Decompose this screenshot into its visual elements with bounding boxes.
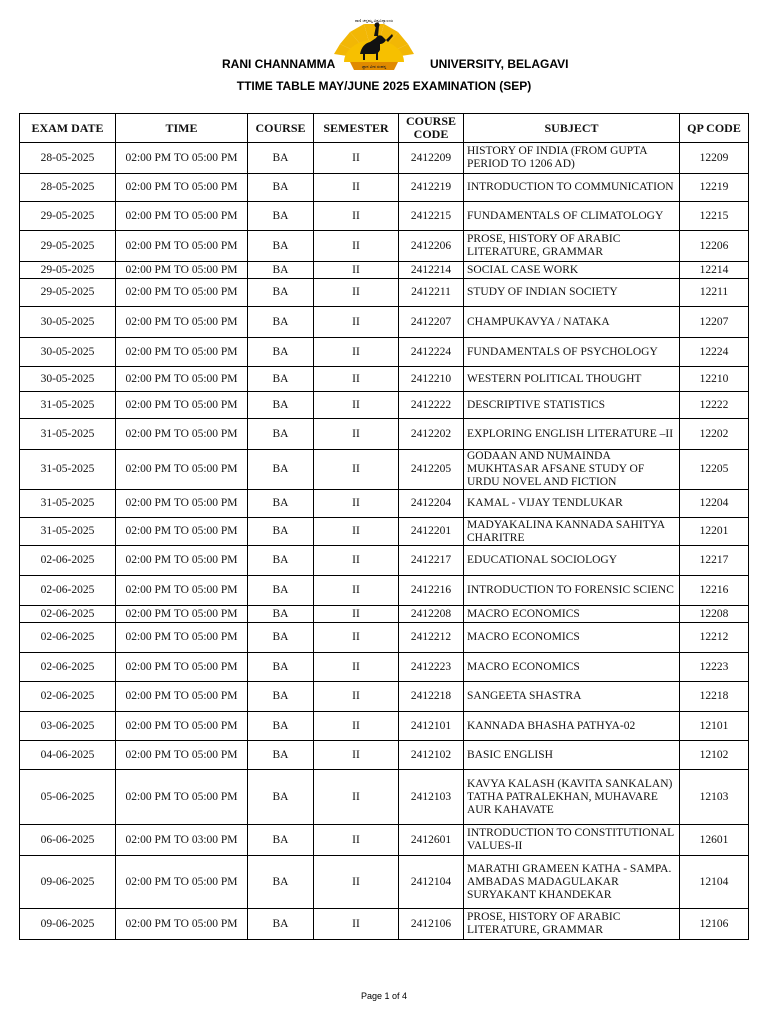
subject-cell: MARATHI GRAMEEN KATHA - SAMPA. AMBADAS MADAGULAKAR SURYAKANT KHANDEKAR (464, 856, 680, 909)
time-cell: 02:00 PM TO 05:00 PM (116, 682, 248, 712)
table-row (20, 307, 749, 338)
subject-cell: WESTERN POLITICAL THOUGHT (464, 367, 680, 392)
semester-cell: II (314, 518, 399, 546)
time-cell: 02:00 PM TO 05:00 PM (116, 576, 248, 606)
course-code-cell: 2412214 (399, 262, 464, 279)
qp-code-cell: 12205 (680, 450, 749, 490)
course-code-cell: 2412103 (399, 770, 464, 825)
course-cell: BA (248, 367, 314, 392)
subject-cell: GODAAN AND NUMAINDA MUKHTASAR AFSANE STUDY OF URDU NOVEL AND FICTION (464, 450, 680, 490)
qp-code-cell: 12218 (680, 682, 749, 712)
course-code-cell: 2412217 (399, 546, 464, 576)
time-cell: 02:00 PM TO 05:00 PM (116, 419, 248, 450)
logo-arc-text: ರಾಣಿ ಚನ್ನಮ್ಮ ವಿಶ್ವವಿದ್ಯಾಲಯ (354, 18, 394, 23)
time-cell: 02:00 PM TO 05:00 PM (116, 623, 248, 653)
exam-date-cell: 02-06-2025 (20, 606, 116, 623)
time-cell: 02:00 PM TO 05:00 PM (116, 392, 248, 419)
table-row (20, 231, 749, 262)
qp-code-cell: 12224 (680, 338, 749, 367)
semester-cell: II (314, 653, 399, 682)
table-row (20, 338, 749, 367)
table-row (20, 450, 749, 490)
qp-code-cell: 12217 (680, 546, 749, 576)
qp-code-cell: 12210 (680, 367, 749, 392)
subject-cell: SOCIAL CASE WORK (464, 262, 680, 279)
course-cell: BA (248, 623, 314, 653)
subject-cell: KAMAL - VIJAY TENDLUKAR (464, 490, 680, 518)
exam-date-cell: 31-05-2025 (20, 518, 116, 546)
semester-cell: II (314, 770, 399, 825)
time-cell: 02:00 PM TO 05:00 PM (116, 518, 248, 546)
subject-cell: MADYAKALINA KANNADA SAHITYA CHARITRE (464, 518, 680, 546)
time-cell: 02:00 PM TO 05:00 PM (116, 279, 248, 307)
course-cell: BA (248, 262, 314, 279)
exam-date-cell: 02-06-2025 (20, 546, 116, 576)
subject-cell: SANGEETA SHASTRA (464, 682, 680, 712)
qp-code-cell: 12103 (680, 770, 749, 825)
col-semester: SEMESTER (314, 114, 399, 143)
course-cell: BA (248, 712, 314, 741)
page-number: Page 1 of 4 (360, 991, 408, 1001)
qp-code-cell: 12208 (680, 606, 749, 623)
table-header-row (20, 114, 749, 143)
table-row (20, 392, 749, 419)
table-row (20, 143, 749, 174)
course-code-cell: 2412209 (399, 143, 464, 174)
subject-cell: INTRODUCTION TO FORENSIC SCIENC (464, 576, 680, 606)
exam-date-cell: 03-06-2025 (20, 712, 116, 741)
exam-date-cell: 28-05-2025 (20, 143, 116, 174)
course-cell: BA (248, 490, 314, 518)
exam-date-cell: 05-06-2025 (20, 770, 116, 825)
exam-date-cell: 02-06-2025 (20, 576, 116, 606)
time-cell: 02:00 PM TO 05:00 PM (116, 450, 248, 490)
semester-cell: II (314, 712, 399, 741)
university-name-right: UNIVERSITY, BELAGAVI (430, 57, 569, 71)
timetable (19, 113, 749, 940)
semester-cell: II (314, 623, 399, 653)
qp-code-cell: 12101 (680, 712, 749, 741)
course-cell: BA (248, 307, 314, 338)
qp-code-cell: 12201 (680, 518, 749, 546)
table-row (20, 682, 749, 712)
exam-date-cell: 02-06-2025 (20, 623, 116, 653)
logo-motto: ಜ್ಞಾನ ವೀರ ಸಂಪನ್ನ (361, 64, 387, 69)
semester-cell: II (314, 202, 399, 231)
course-cell: BA (248, 546, 314, 576)
subject-cell: KAVYA KALASH (KAVITA SANKALAN) TATHA PATRALEKHAN, MUHAVARE AUR KAHAVATE (464, 770, 680, 825)
page-title: TTIME TABLE MAY/JUNE 2025 EXAMINATION (SEP) (236, 79, 532, 93)
subject-cell: STUDY OF INDIAN SOCIETY (464, 279, 680, 307)
subject-cell: CHAMPUKAVYA / NATAKA (464, 307, 680, 338)
exam-date-cell: 09-06-2025 (20, 909, 116, 940)
subject-cell: INTRODUCTION TO COMMUNICATION (464, 174, 680, 202)
course-cell: BA (248, 682, 314, 712)
table-row (20, 770, 749, 825)
course-code-cell: 2412211 (399, 279, 464, 307)
university-name-left: RANI CHANNAMMA (222, 57, 336, 71)
semester-cell: II (314, 392, 399, 419)
table-row (20, 576, 749, 606)
time-cell: 02:00 PM TO 05:00 PM (116, 307, 248, 338)
semester-cell: II (314, 450, 399, 490)
qp-code-cell: 12214 (680, 262, 749, 279)
course-code-cell: 2412218 (399, 682, 464, 712)
exam-date-cell: 30-05-2025 (20, 338, 116, 367)
table-row (20, 262, 749, 279)
subject-cell: PROSE, HISTORY OF ARABIC LITERATURE, GRAMMAR (464, 909, 680, 940)
time-cell: 02:00 PM TO 05:00 PM (116, 546, 248, 576)
qp-code-cell: 12102 (680, 741, 749, 770)
time-cell: 02:00 PM TO 05:00 PM (116, 143, 248, 174)
course-code-cell: 2412204 (399, 490, 464, 518)
course-cell: BA (248, 770, 314, 825)
exam-date-cell: 02-06-2025 (20, 653, 116, 682)
time-cell: 02:00 PM TO 05:00 PM (116, 770, 248, 825)
exam-date-cell: 29-05-2025 (20, 262, 116, 279)
course-code-cell: 2412208 (399, 606, 464, 623)
qp-code-cell: 12601 (680, 825, 749, 856)
table-row (20, 825, 749, 856)
subject-cell: FUNDAMENTALS OF PSYCHOLOGY (464, 338, 680, 367)
qp-code-cell: 12206 (680, 231, 749, 262)
time-cell: 02:00 PM TO 05:00 PM (116, 606, 248, 623)
course-cell: BA (248, 174, 314, 202)
exam-date-cell: 29-05-2025 (20, 279, 116, 307)
semester-cell: II (314, 231, 399, 262)
course-code-cell: 2412210 (399, 367, 464, 392)
table-row (20, 606, 749, 623)
course-code-cell: 2412207 (399, 307, 464, 338)
table-row (20, 419, 749, 450)
col-course: COURSE (248, 114, 314, 143)
time-cell: 02:00 PM TO 05:00 PM (116, 712, 248, 741)
exam-date-cell: 02-06-2025 (20, 682, 116, 712)
semester-cell: II (314, 419, 399, 450)
semester-cell: II (314, 606, 399, 623)
col-time: TIME (116, 114, 248, 143)
subject-cell: DESCRIPTIVE STATISTICS (464, 392, 680, 419)
course-cell: BA (248, 338, 314, 367)
course-cell: BA (248, 231, 314, 262)
qp-code-cell: 12207 (680, 307, 749, 338)
course-code-cell: 2412106 (399, 909, 464, 940)
qp-code-cell: 12212 (680, 623, 749, 653)
course-cell: BA (248, 825, 314, 856)
col-exam-date: EXAM DATE (20, 114, 116, 143)
table-row (20, 174, 749, 202)
course-code-cell: 2412101 (399, 712, 464, 741)
semester-cell: II (314, 262, 399, 279)
exam-date-cell: 30-05-2025 (20, 367, 116, 392)
subject-cell: BASIC ENGLISH (464, 741, 680, 770)
time-cell: 02:00 PM TO 05:00 PM (116, 856, 248, 909)
col-course-code: COURSE CODE (399, 114, 464, 143)
course-cell: BA (248, 856, 314, 909)
time-cell: 02:00 PM TO 05:00 PM (116, 741, 248, 770)
time-cell: 02:00 PM TO 05:00 PM (116, 231, 248, 262)
exam-date-cell: 29-05-2025 (20, 231, 116, 262)
exam-date-cell: 31-05-2025 (20, 490, 116, 518)
semester-cell: II (314, 682, 399, 712)
semester-cell: II (314, 909, 399, 940)
subject-cell: FUNDAMENTALS OF CLIMATOLOGY (464, 202, 680, 231)
qp-code-cell: 12219 (680, 174, 749, 202)
course-code-cell: 2412601 (399, 825, 464, 856)
time-cell: 02:00 PM TO 05:00 PM (116, 653, 248, 682)
course-cell: BA (248, 741, 314, 770)
table-row (20, 279, 749, 307)
course-cell: BA (248, 653, 314, 682)
course-code-cell: 2412224 (399, 338, 464, 367)
course-code-cell: 2412205 (399, 450, 464, 490)
semester-cell: II (314, 546, 399, 576)
table-row (20, 741, 749, 770)
course-code-cell: 2412104 (399, 856, 464, 909)
time-cell: 02:00 PM TO 05:00 PM (116, 367, 248, 392)
subject-cell: EDUCATIONAL SOCIOLOGY (464, 546, 680, 576)
qp-code-cell: 12209 (680, 143, 749, 174)
col-subject: SUBJECT (464, 114, 680, 143)
time-cell: 02:00 PM TO 05:00 PM (116, 490, 248, 518)
qp-code-cell: 12223 (680, 653, 749, 682)
exam-date-cell: 06-06-2025 (20, 825, 116, 856)
semester-cell: II (314, 576, 399, 606)
semester-cell: II (314, 307, 399, 338)
time-cell: 02:00 PM TO 05:00 PM (116, 174, 248, 202)
table-row (20, 367, 749, 392)
table-row (20, 909, 749, 940)
subject-cell: PROSE, HISTORY OF ARABIC LITERATURE, GRAMMAR (464, 231, 680, 262)
semester-cell: II (314, 856, 399, 909)
course-code-cell: 2412212 (399, 623, 464, 653)
subject-cell: HISTORY OF INDIA (FROM GUPTA PERIOD TO 1206 AD) (464, 143, 680, 174)
course-code-cell: 2412223 (399, 653, 464, 682)
qp-code-cell: 12204 (680, 490, 749, 518)
exam-date-cell: 31-05-2025 (20, 450, 116, 490)
university-logo (330, 14, 418, 76)
subject-cell: EXPLORING ENGLISH LITERATURE –II (464, 419, 680, 450)
course-code-cell: 2412219 (399, 174, 464, 202)
course-cell: BA (248, 909, 314, 940)
course-code-cell: 2412222 (399, 392, 464, 419)
course-code-cell: 2412202 (399, 419, 464, 450)
course-cell: BA (248, 419, 314, 450)
time-cell: 02:00 PM TO 05:00 PM (116, 202, 248, 231)
subject-cell: INTRODUCTION TO CONSTITUTIONAL VALUES-II (464, 825, 680, 856)
course-cell: BA (248, 202, 314, 231)
course-cell: BA (248, 392, 314, 419)
exam-date-cell: 31-05-2025 (20, 419, 116, 450)
qp-code-cell: 12106 (680, 909, 749, 940)
time-cell: 02:00 PM TO 05:00 PM (116, 338, 248, 367)
semester-cell: II (314, 367, 399, 392)
table-row (20, 623, 749, 653)
col-qp-code: QP CODE (680, 114, 749, 143)
table-row (20, 653, 749, 682)
table-row (20, 202, 749, 231)
semester-cell: II (314, 741, 399, 770)
exam-date-cell: 04-06-2025 (20, 741, 116, 770)
qp-code-cell: 12104 (680, 856, 749, 909)
course-cell: BA (248, 576, 314, 606)
table-row (20, 546, 749, 576)
course-code-cell: 2412206 (399, 231, 464, 262)
course-cell: BA (248, 279, 314, 307)
semester-cell: II (314, 490, 399, 518)
qp-code-cell: 12222 (680, 392, 749, 419)
course-code-cell: 2412216 (399, 576, 464, 606)
exam-date-cell: 28-05-2025 (20, 174, 116, 202)
subject-cell: MACRO ECONOMICS (464, 653, 680, 682)
exam-date-cell: 31-05-2025 (20, 392, 116, 419)
qp-code-cell: 12215 (680, 202, 749, 231)
semester-cell: II (314, 143, 399, 174)
qp-code-cell: 12202 (680, 419, 749, 450)
table-row (20, 712, 749, 741)
time-cell: 02:00 PM TO 03:00 PM (116, 825, 248, 856)
exam-date-cell: 29-05-2025 (20, 202, 116, 231)
course-code-cell: 2412201 (399, 518, 464, 546)
course-code-cell: 2412102 (399, 741, 464, 770)
semester-cell: II (314, 825, 399, 856)
subject-cell: MACRO ECONOMICS (464, 623, 680, 653)
course-code-cell: 2412215 (399, 202, 464, 231)
table-row (20, 490, 749, 518)
course-cell: BA (248, 450, 314, 490)
exam-date-cell: 30-05-2025 (20, 307, 116, 338)
time-cell: 02:00 PM TO 05:00 PM (116, 262, 248, 279)
qp-code-cell: 12216 (680, 576, 749, 606)
qp-code-cell: 12211 (680, 279, 749, 307)
time-cell: 02:00 PM TO 05:00 PM (116, 909, 248, 940)
subject-cell: MACRO ECONOMICS (464, 606, 680, 623)
table-row (20, 856, 749, 909)
semester-cell: II (314, 338, 399, 367)
semester-cell: II (314, 279, 399, 307)
exam-date-cell: 09-06-2025 (20, 856, 116, 909)
course-cell: BA (248, 606, 314, 623)
course-cell: BA (248, 143, 314, 174)
subject-cell: KANNADA BHASHA PATHYA-02 (464, 712, 680, 741)
course-cell: BA (248, 518, 314, 546)
semester-cell: II (314, 174, 399, 202)
table-row (20, 518, 749, 546)
